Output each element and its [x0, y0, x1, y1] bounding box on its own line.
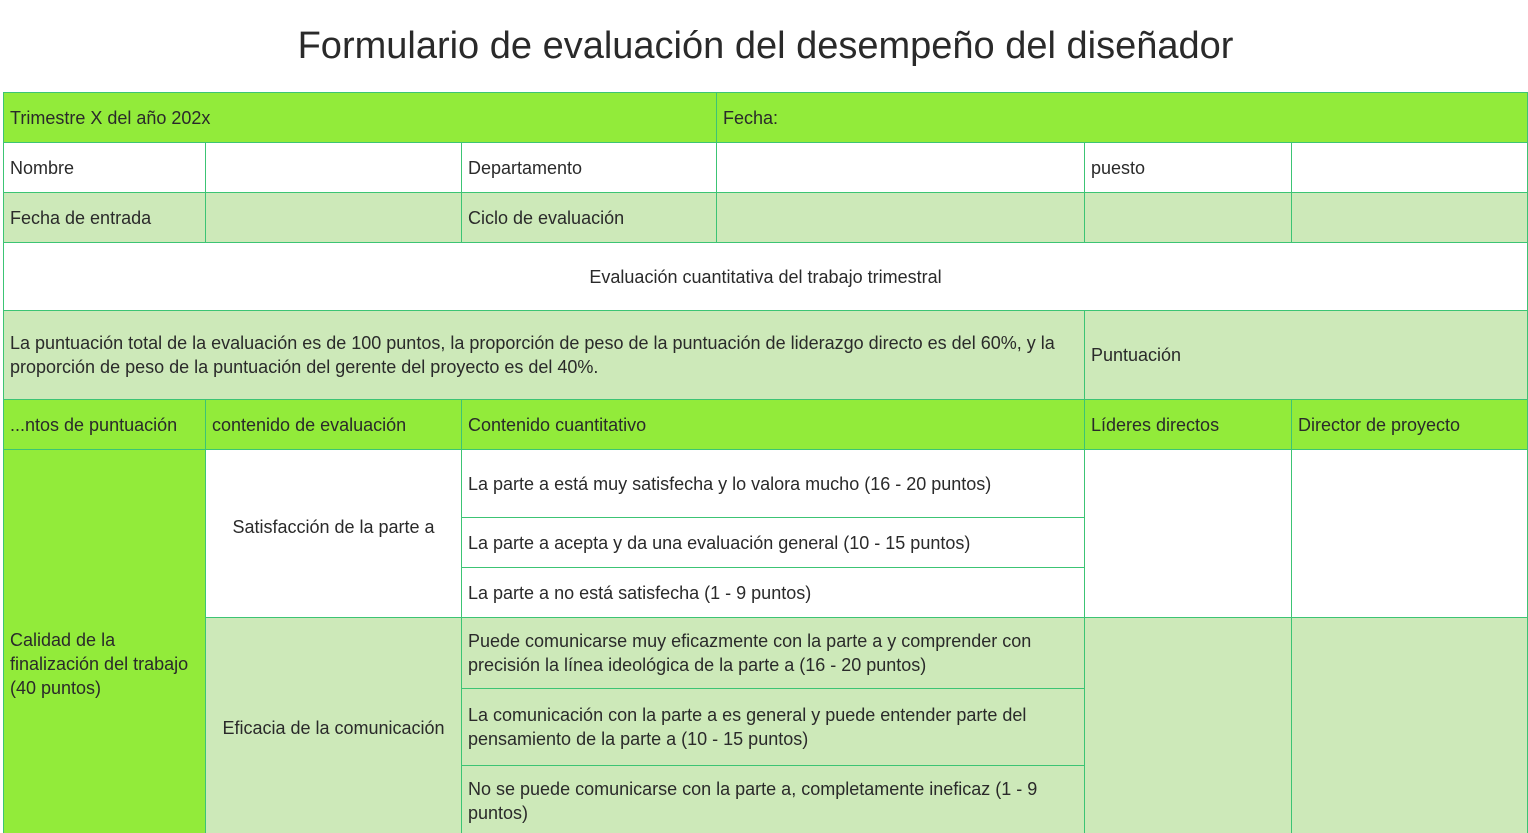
- extra-cell-2[interactable]: [1291, 192, 1528, 243]
- leaders-score-cell-group1[interactable]: [1084, 449, 1292, 618]
- criterion-row: La parte a está muy satisfecha y lo valora mucho (16 - 20 puntos): [461, 449, 1085, 518]
- extra-cell-1[interactable]: [1084, 192, 1292, 243]
- col-header-items: ...ntos de puntuación: [3, 399, 206, 450]
- form-title: Formulario de evaluación del desempeño del diseñador: [3, 0, 1528, 93]
- name-value-cell[interactable]: [205, 142, 462, 193]
- cycle-value-cell[interactable]: [716, 192, 1085, 243]
- director-score-cell-group1[interactable]: [1291, 449, 1528, 618]
- group-name-communication: Eficacia de la comunicación: [205, 617, 462, 833]
- criterion-row: La parte a no está satisfecha (1 - 9 puntos): [461, 567, 1085, 618]
- department-label: Departamento: [461, 142, 717, 193]
- evaluation-sheet: [3, 0, 1528, 833]
- weight-note: La puntuación total de la evaluación es de 100 puntos, la proporción de peso de la puntuación de liderazgo directo es del 60%, y la proporción de peso de la puntuación del gerente del proyecto es del 40%.: [3, 310, 1085, 400]
- director-score-cell-group2[interactable]: [1291, 617, 1528, 833]
- position-label: puesto: [1084, 142, 1292, 193]
- group-name-satisfaction: Satisfacción de la parte a: [205, 449, 462, 618]
- criterion-row: Puede comunicarse muy eficazmente con la parte a y comprender con precisión la línea ideológica de la parte a (16 - 20 puntos): [461, 617, 1085, 689]
- criterion-row: La parte a acepta y da una evaluación general (10 - 15 puntos): [461, 517, 1085, 568]
- col-header-quant: Contenido cuantitativo: [461, 399, 1085, 450]
- quarter-cell[interactable]: Trimestre X del año 202x: [3, 92, 717, 143]
- date-cell[interactable]: Fecha:: [716, 92, 1528, 143]
- section-title: Evaluación cuantitativa del trabajo trimestral: [3, 242, 1528, 311]
- score-label: Puntuación: [1084, 310, 1528, 400]
- col-header-leaders: Líderes directos: [1084, 399, 1292, 450]
- col-header-content: contenido de evaluación: [205, 399, 462, 450]
- entry-date-value-cell[interactable]: [205, 192, 462, 243]
- name-label: Nombre: [3, 142, 206, 193]
- criterion-row: No se puede comunicarse con la parte a, completamente ineficaz (1 - 9 puntos): [461, 765, 1085, 833]
- entry-date-label: Fecha de entrada: [3, 192, 206, 243]
- cycle-label: Ciclo de evaluación: [461, 192, 717, 243]
- category-cell: Calidad de la finalización del trabajo (40 puntos): [3, 449, 206, 833]
- leaders-score-cell-group2[interactable]: [1084, 617, 1292, 833]
- criterion-row: La comunicación con la parte a es general y puede entender parte del pensamiento de la parte a (10 - 15 puntos): [461, 688, 1085, 766]
- position-value-cell[interactable]: [1291, 142, 1528, 193]
- col-header-director: Director de proyecto: [1291, 399, 1528, 450]
- department-value-cell[interactable]: [716, 142, 1085, 193]
